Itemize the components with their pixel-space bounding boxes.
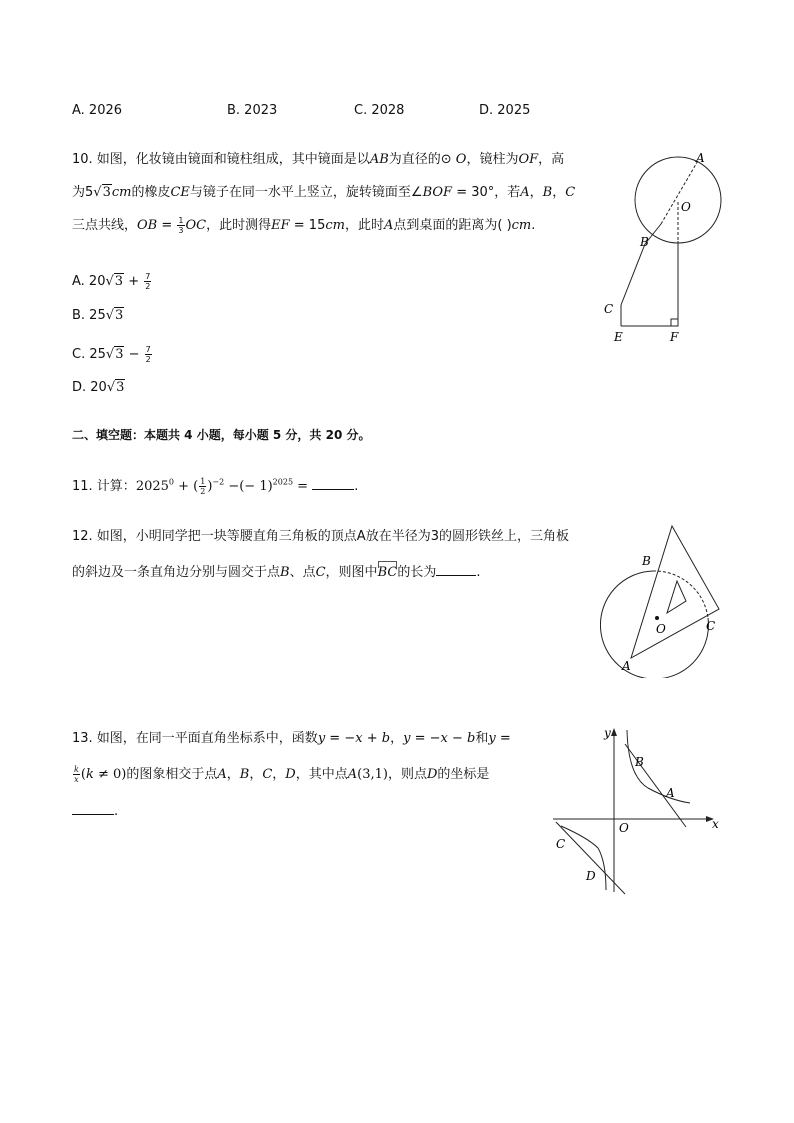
q13-line-1: 13. 如图，在同一平面直角坐标系中，函数y = −x + b，y = −x − b和y = (72, 731, 511, 746)
triangle-board (631, 526, 719, 658)
right-angle-mark (671, 319, 678, 326)
label-a: A (696, 151, 705, 165)
label-o: O (619, 821, 629, 835)
label-c: C (604, 302, 614, 316)
q10-line-3: 三点共线，OB = $\frac{1}{3}$ OC，此时测得EF = 15cm，此时A点到桌面的距离为( )cm. (72, 216, 536, 235)
q10-option-b: B. 25√3 (72, 308, 124, 323)
label-y: y (604, 726, 611, 740)
mirror-circle (635, 157, 721, 243)
label-e: E (614, 330, 623, 344)
center-point (655, 616, 659, 620)
label-x: x (712, 817, 719, 831)
q9-option-c: C. 2028 (354, 103, 405, 118)
q10-option-c: C. 25√3 − $\frac{7}{2}$ (72, 345, 151, 364)
label-a: A (622, 659, 631, 673)
arc-bc-dashed (653, 571, 708, 618)
label-d: D (586, 869, 596, 883)
label-b: B (642, 554, 651, 568)
label-c: C (706, 619, 716, 633)
label-f: F (670, 330, 679, 344)
q9-option-d: D. 2025 (479, 103, 531, 118)
q10-line-1: 10. 如图，化妆镜由镜面和镜柱组成，其中镜面是以AB为直径的⊙ O，镜柱为OF，高 (72, 152, 565, 167)
q9-option-a: A. 2026 (72, 103, 123, 118)
label-o: O (681, 200, 691, 214)
label-b: B (635, 755, 644, 769)
q12-line-2: 的斜边及一条直角边分别与圆交于点B、点C，则图中BC的长为 . (72, 565, 481, 580)
q11-line: 11. 计算：$2025^0$ + ( $\frac{1}{2}$ )$^{-2}$ −(− 1)$^{2025}$ = . (72, 477, 359, 496)
q13-line-3: . (72, 802, 118, 819)
q10-figure (600, 145, 740, 350)
triangle-inner-hole (667, 581, 686, 613)
q13-figure (548, 722, 728, 897)
q12-figure (600, 518, 730, 678)
q10-option-d: D. 20√3 (72, 380, 125, 395)
label-b: B (640, 235, 649, 249)
y-axis-arrow (611, 728, 617, 736)
q12-line-1: 12. 如图，小明同学把一块等腰直角三角板的顶点A放在半径为3的圆形铁丝上，三角板 (72, 529, 569, 544)
circle-solid-part (600, 571, 708, 678)
q10-option-a: A. 20√3 + $\frac{7}{2}$ (72, 272, 151, 291)
label-c: C (556, 837, 566, 851)
q9-option-b: B. 2023 (227, 103, 278, 118)
section-2-title: 二、填空题：本题共 4 小题，每小题 5 分，共 20 分。 (72, 428, 371, 442)
hyperbola-branch-3 (561, 826, 606, 890)
diameter-ab-dashed (661, 159, 699, 224)
q13-line-2: $\frac{k}{x}$ (k ≠ 0)的图象相交于点A，B，C，D，其中点A(3,1)，则点D的坐标是 (74, 765, 490, 784)
line-minus-x-minus-b (556, 822, 625, 894)
label-a: A (666, 786, 675, 800)
label-o: O (656, 622, 666, 636)
line-bc (621, 244, 645, 305)
q10-line-2: 为5√3cm的橡皮CE与镜子在同一水平上竖立，旋转镜面至∠BOF = 30°，若A，B，C (72, 185, 576, 200)
